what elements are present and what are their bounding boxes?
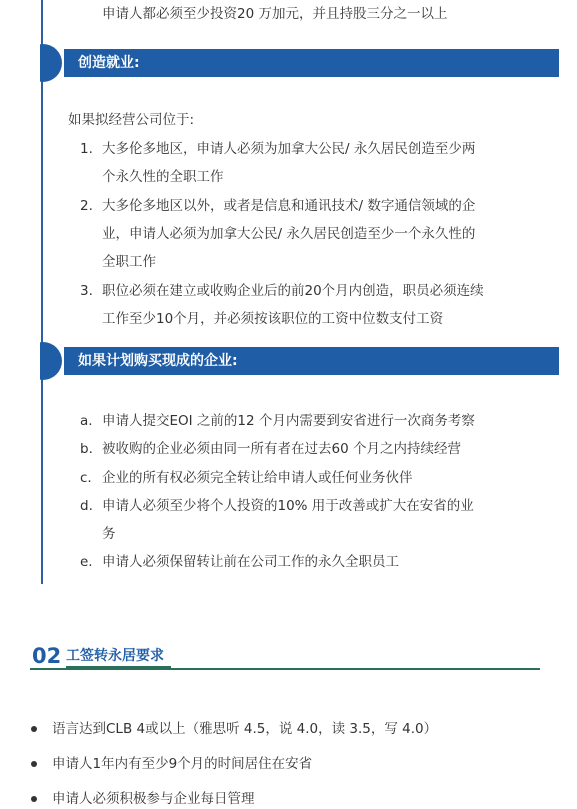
section-title-underline (66, 666, 171, 668)
list-letter: b. (80, 441, 93, 457)
list-letter: a. (80, 413, 93, 429)
list-letter: c. (80, 470, 92, 486)
list-number: 2. (80, 198, 93, 214)
bullet-dot (31, 726, 37, 732)
top-text: 申请人都必须至少投资20 万加元，并且持股三分之一以上 (102, 6, 448, 22)
bullet-dot (31, 796, 37, 802)
list-number: 3. (80, 283, 93, 299)
section-divider (30, 668, 540, 670)
bullet-dot (31, 761, 37, 767)
section-number: 02 (32, 644, 62, 668)
section-header-buy-business (64, 347, 559, 375)
section-header-create-jobs (64, 49, 559, 77)
intro-text: 如果拟经营公司位于: (68, 112, 195, 128)
timeline-line (41, 80, 43, 346)
timeline-line (41, 374, 43, 584)
section-title: 创造就业: (78, 55, 140, 71)
list-number: 1. (80, 141, 93, 157)
section-title: 工签转永居要求 (66, 648, 164, 664)
list-letter: d. (80, 498, 93, 514)
list-letter: e. (80, 554, 93, 570)
section-title: 如果计划购买现成的企业: (78, 353, 238, 369)
